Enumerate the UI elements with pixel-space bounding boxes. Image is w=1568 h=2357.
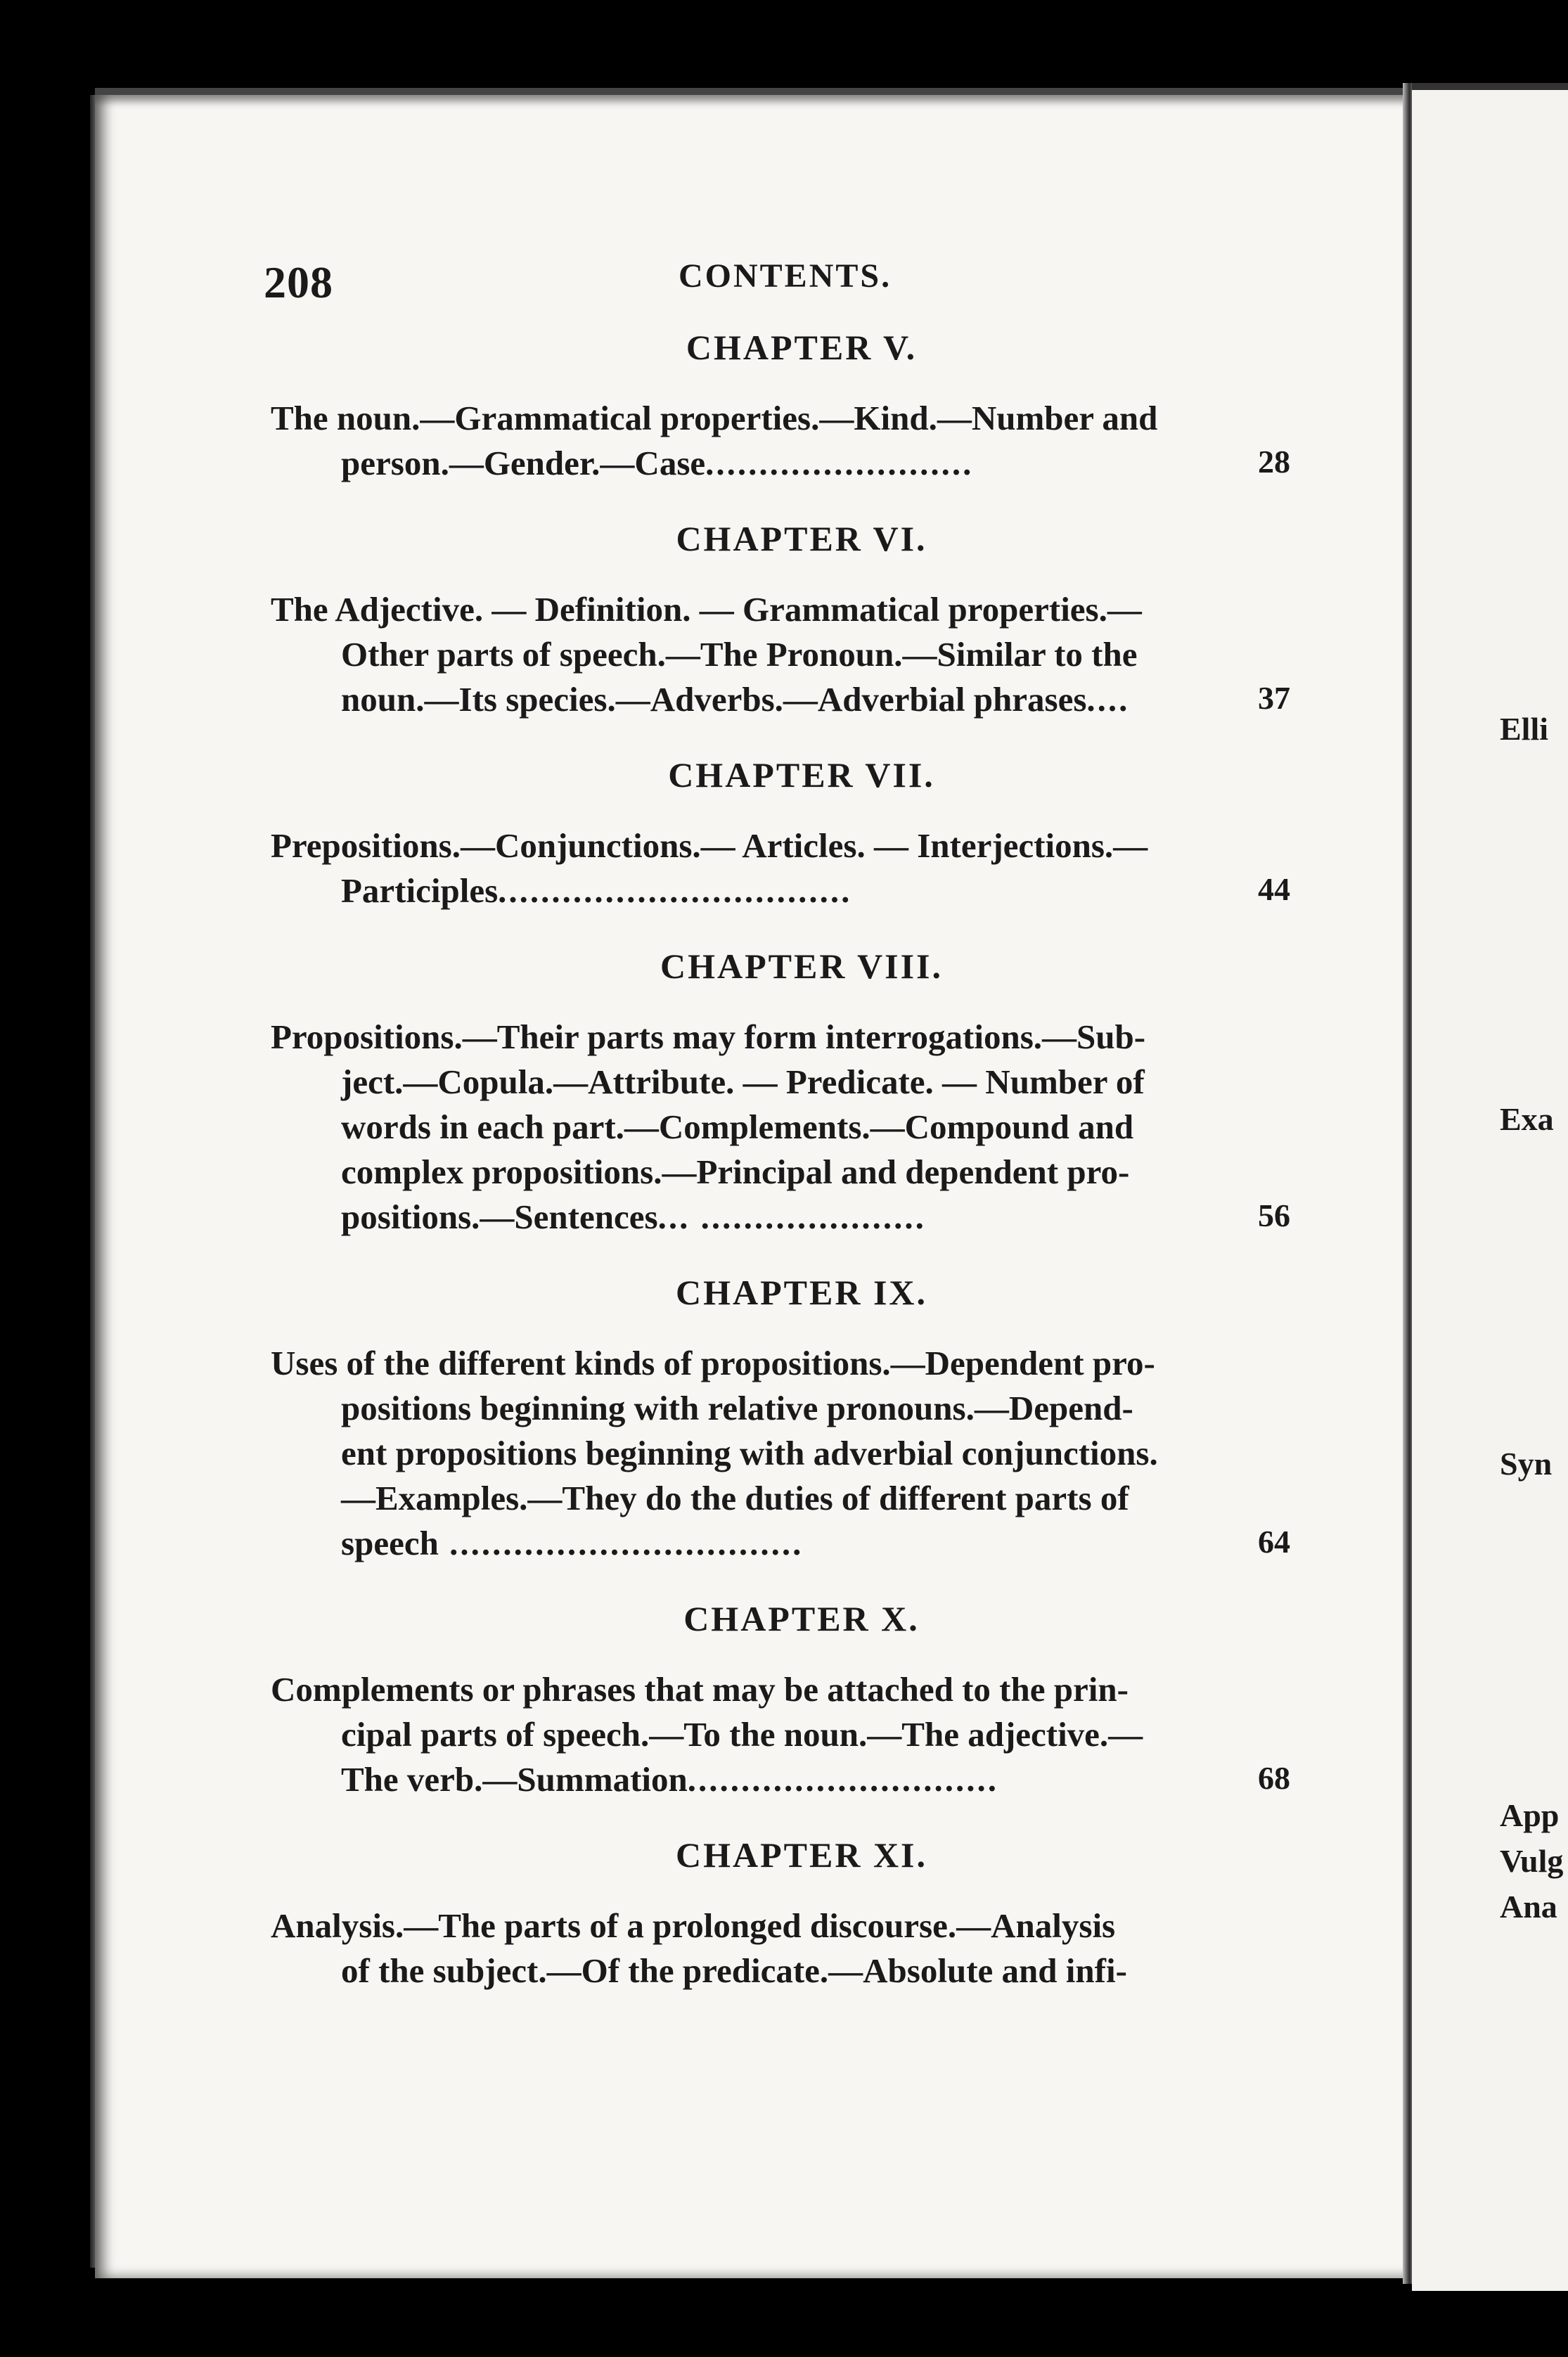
entry-line: Propositions.—Their parts may form interrogations.—Sub- [271,1017,1146,1056]
entry-line: positions beginning with relative pronouns.—Depend- [341,1389,1133,1427]
chapter-heading: CHAPTER XI. [675,1835,928,1875]
entry-line: ent propositions beginning with adverbial conjunctions. [341,1434,1158,1472]
right-page-word: Elli [1500,711,1549,747]
toc-entry [271,1341,1290,1566]
entry-line: Other parts of speech.—The Pronoun.—Similar to the [341,635,1138,674]
entry-line: positions.—Sentences [341,1197,658,1236]
toc-entry [271,587,1290,722]
entry-line: speech [341,1524,439,1562]
entry-line: cipal parts of speech.—To the noun.—The adjective.— [341,1715,1143,1754]
leader-dots: .... [1086,680,1130,719]
entry-line: complex propositions.—Principal and dependent pro- [341,1152,1130,1191]
entry-page-number: 44 [1258,871,1290,907]
entry-line: Complements or phrases that may be attached to the prin- [271,1670,1129,1709]
page-number: 208 [264,257,333,307]
right-page-word: Ana [1500,1889,1557,1925]
entry-line: words in each part.—Complements.—Compound and [341,1107,1134,1146]
leader-dots: ................................. [498,871,852,910]
right-page-word: Syn [1500,1446,1553,1482]
entry-line: The verb.—Summation [341,1760,688,1799]
entry-line: —Examples.—They do the duties of different parts of [341,1479,1129,1517]
toc-entry [271,1903,1290,1993]
chapter-heading: CHAPTER VI. [676,519,927,558]
toc-entry [271,823,1290,913]
entry-line: of the subject.—Of the predicate.—Absolute and infi- [341,1951,1127,1990]
entry-line: Uses of the different kinds of propositions.—Dependent pro- [271,1344,1155,1382]
entry-line: The Adjective. — Definition. — Grammatical properties.— [271,590,1142,629]
entry-line: noun.—Its species.—Adverbs.—Adverbial phrases [341,680,1087,719]
leader-dots: ......................... [705,444,974,482]
entry-line: ject.—Copula.—Attribute. — Predicate. — Number of [341,1062,1145,1101]
chapter-heading: CHAPTER VII. [668,755,935,795]
leader-dots: ................................. [438,1524,804,1562]
toc-entry [271,1667,1290,1802]
entry-page-number: 68 [1258,1760,1290,1796]
entry-line: Participles [341,871,499,910]
entry-page-number: 56 [1258,1197,1290,1233]
toc-entry [271,396,1290,486]
running-head: CONTENTS. [679,257,892,295]
entry-line: Prepositions.—Conjunctions.— Articles. — Interjections.— [271,826,1148,865]
right-page [1412,83,1568,2291]
entry-page-number: 28 [1258,444,1290,480]
chapter-heading: CHAPTER IX. [675,1273,928,1312]
chapter-heading: CHAPTER V. [686,328,918,367]
leader-dots: ............................. [687,1760,999,1799]
table-of-contents [271,327,1290,2026]
entry-line: person.—Gender.—Case [341,444,706,482]
chapter-heading: CHAPTER X. [683,1599,920,1638]
toc-entry [271,1015,1290,1240]
entry-page-number: 64 [1258,1524,1290,1560]
chapter-heading: CHAPTER VIII. [660,946,944,986]
leader-dots: ... ..................... [657,1197,926,1236]
right-page-word: Vulg [1500,1843,1564,1879]
right-page-word: Exa [1500,1101,1554,1137]
entry-page-number: 37 [1258,680,1290,716]
entry-line: Analysis.—The parts of a prolonged discourse.—Analysis [271,1906,1116,1945]
entry-line: The noun.—Grammatical properties.—Kind.—Number and [271,399,1158,437]
right-page-word: App [1500,1797,1560,1833]
